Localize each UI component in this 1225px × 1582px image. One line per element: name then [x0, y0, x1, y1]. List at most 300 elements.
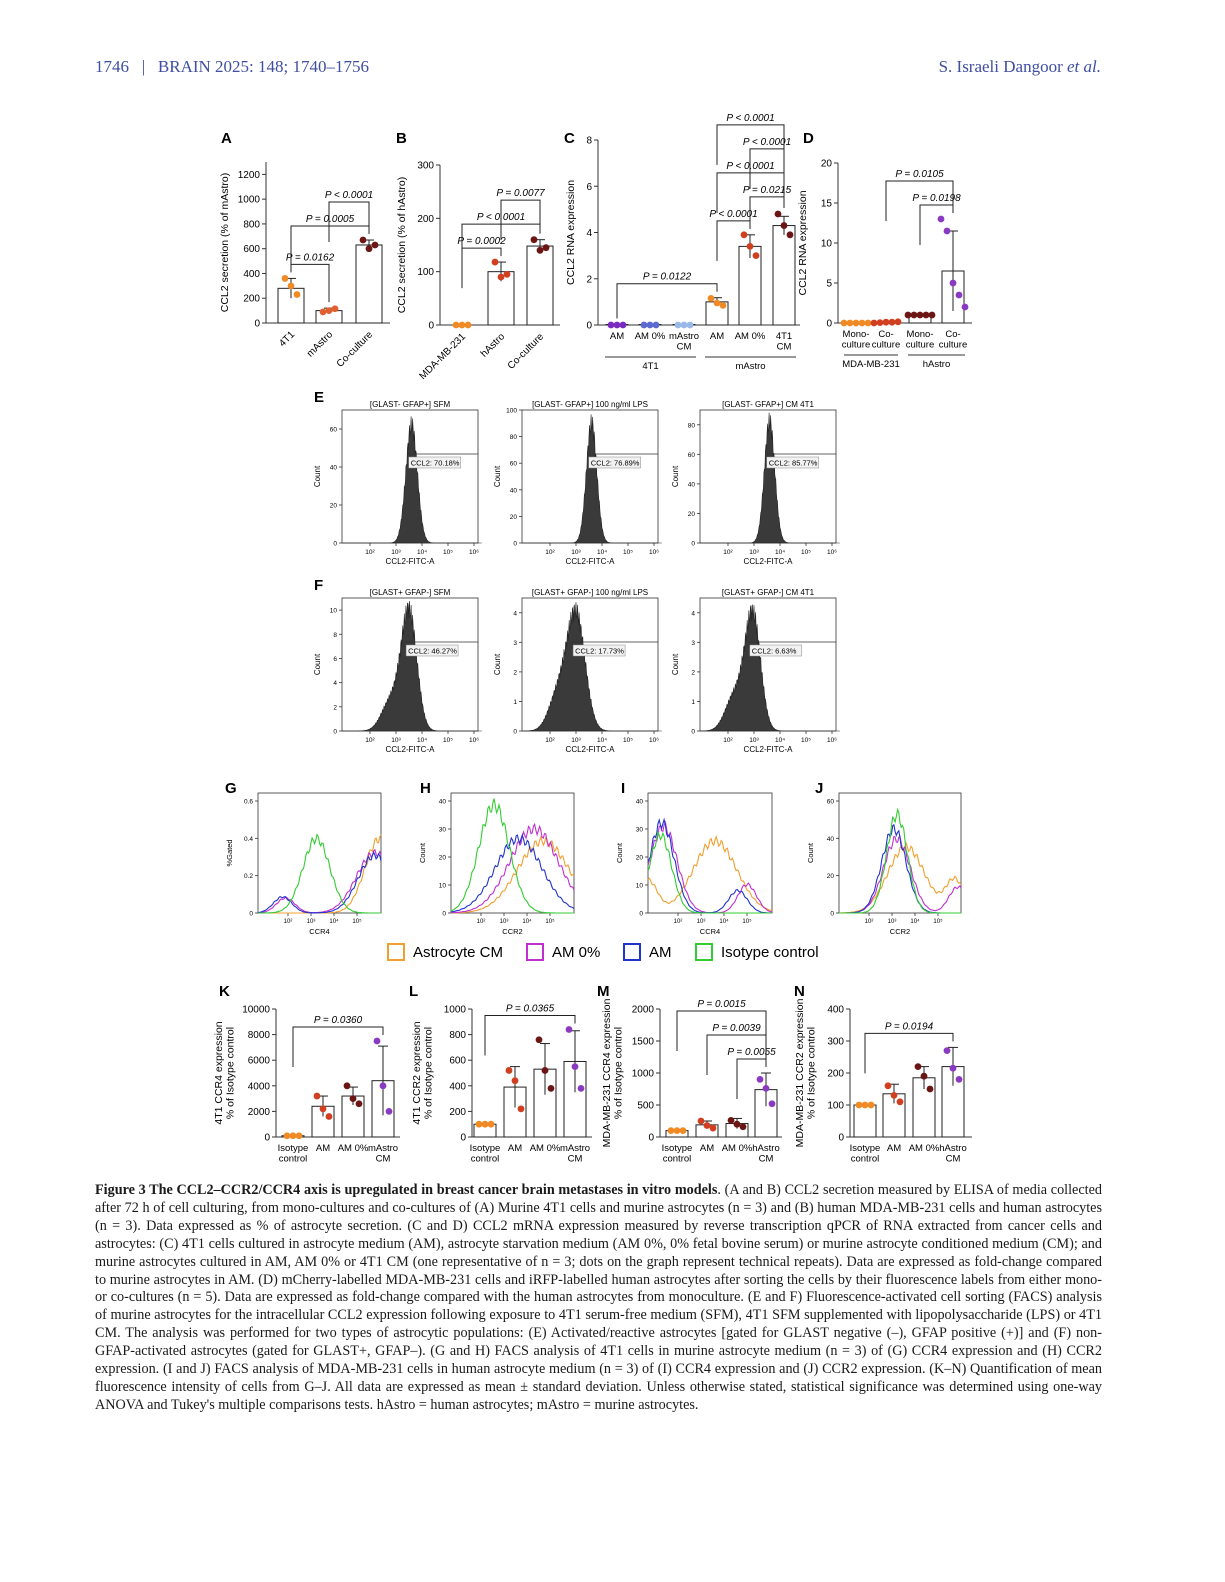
y-tick-label: 30 — [438, 826, 446, 834]
histogram-title: [GLAST+ GFAP-] SFM — [369, 588, 451, 597]
x-axis-label: CCL2-FITC-A — [565, 745, 615, 754]
y-axis-label-line: % of Isotype control — [805, 1026, 818, 1120]
y-tick-label: 0 — [254, 318, 260, 330]
y-tick-label: 0 — [586, 320, 592, 332]
bar — [527, 246, 553, 325]
overlay-curve — [839, 825, 961, 913]
y-tick-label: 40 — [509, 487, 517, 495]
x-tick-label: Co-culture — [334, 329, 376, 370]
chart-panel-h — [418, 793, 574, 936]
y-tick-label: 20 — [826, 873, 834, 881]
chart-panel-e — [313, 400, 840, 566]
gate-label: CCL2: 46.27% — [408, 646, 457, 656]
data-point — [668, 1127, 675, 1134]
x-tick-label-line: CM — [676, 341, 692, 353]
p-value-label: P = 0.0015 — [697, 999, 746, 1010]
panel-letter-f: F — [314, 577, 324, 594]
x-axis-label: CCL2-FITC-A — [743, 557, 793, 566]
legend-swatch — [624, 944, 640, 960]
histogram-plot — [493, 588, 662, 754]
y-tick-label: 10 — [329, 607, 337, 615]
x-tick-label: 10³ — [749, 737, 759, 744]
data-point — [781, 222, 788, 229]
y-tick-label: 1 — [691, 698, 695, 706]
data-point — [572, 1063, 579, 1070]
significance-bracket — [293, 1027, 383, 1067]
y-tick-label: 10 — [820, 238, 832, 250]
y-tick-label: 0 — [333, 728, 337, 736]
y-axis-label: Count — [313, 653, 322, 676]
data-point — [536, 1036, 543, 1043]
x-tick-label-line: culture — [905, 339, 935, 351]
x-tick-label: 10⁵ — [443, 549, 453, 556]
y-tick-label: 40 — [329, 464, 337, 472]
gate-label: CCL2: 76.89% — [590, 458, 640, 468]
y-tick-label: 4000 — [247, 1081, 270, 1093]
x-tick-label — [508, 1143, 522, 1154]
x-tick-label: 10² — [365, 737, 375, 744]
y-axis-label — [213, 1021, 237, 1124]
x-tick-label — [470, 1143, 501, 1164]
data-point — [356, 1100, 363, 1107]
x-tick-label — [669, 331, 699, 352]
x-tick-label: 10² — [723, 549, 733, 556]
y-tick-label: 100 — [506, 407, 517, 415]
data-point — [710, 1125, 717, 1132]
p-value-label: P = 0.0002 — [457, 236, 506, 248]
legend-swatch — [388, 944, 404, 960]
gate-label: CCL2: 17.73% — [575, 646, 624, 656]
data-point — [927, 1086, 934, 1093]
y-tick-label: 80 — [687, 422, 695, 430]
x-axis-label: CCR2 — [889, 927, 911, 936]
data-point — [787, 231, 794, 238]
data-point — [288, 282, 295, 289]
y-tick-label: 500 — [637, 1100, 654, 1112]
x-tick-label-line: 4T1 — [775, 331, 793, 342]
significance-bracket — [485, 1015, 575, 1055]
x-tick-label — [662, 1143, 693, 1164]
y-tick-label: 600 — [243, 244, 260, 256]
bar — [854, 1105, 876, 1137]
x-tick-label: 10⁴ — [719, 919, 729, 925]
y-tick-label: 40 — [438, 798, 446, 806]
data-point — [350, 1095, 357, 1102]
data-point — [871, 320, 878, 327]
x-tick-label: 10⁶ — [827, 737, 837, 744]
y-tick-label: 0 — [826, 318, 832, 330]
y-tick-label: 0 — [442, 910, 446, 918]
y-tick-label: 60 — [826, 798, 834, 806]
author-etal: et al. — [1067, 57, 1101, 76]
y-tick-label: 5 — [826, 278, 832, 290]
y-tick-label: 400 — [449, 1081, 466, 1093]
y-tick-label: 40 — [687, 481, 695, 489]
y-tick-label: 0 — [648, 1132, 654, 1144]
x-tick-label — [368, 1143, 398, 1164]
x-tick-label: 10³ — [499, 919, 509, 925]
x-tick-label: 10⁶ — [827, 549, 837, 556]
x-axis-label: CCR4 — [699, 927, 721, 936]
y-axis-label: CCL2 RNA expression — [565, 179, 577, 286]
x-tick-label: 10⁴ — [774, 737, 786, 744]
y-tick-label: 40 — [826, 835, 834, 843]
data-point — [314, 1093, 321, 1100]
p-value-label: P < 0.0001 — [726, 160, 775, 172]
y-tick-label: 300 — [827, 1036, 844, 1048]
y-tick-label: 0 — [691, 540, 695, 548]
panel-letter-g: G — [225, 780, 237, 797]
x-tick-label: 10⁶ — [469, 549, 479, 556]
x-tick-label-line: control — [662, 1153, 692, 1165]
histogram-title: [GLAST- GFAP+] 100 ng/ml LPS — [532, 400, 648, 409]
x-tick-label — [560, 1143, 590, 1164]
data-point — [950, 1065, 957, 1072]
data-point — [680, 1127, 687, 1134]
x-tick-label — [278, 1143, 309, 1164]
x-tick-label: Co-culture — [505, 331, 547, 372]
legend-swatch — [527, 944, 543, 960]
x-tick-label: 10⁵ — [801, 737, 811, 744]
data-point — [320, 308, 327, 315]
x-tick-label — [316, 1143, 330, 1154]
chart-panel-n — [794, 998, 972, 1164]
p-value-label: P = 0.0365 — [505, 1003, 555, 1015]
x-tick-label: 10⁴ — [596, 737, 608, 744]
y-tick-label: 2000 — [631, 1004, 654, 1016]
y-tick-label: 6 — [586, 181, 592, 193]
data-point — [674, 1127, 681, 1134]
y-axis-label: CCL2 RNA expression — [797, 190, 809, 296]
panel-letter-i: I — [621, 780, 626, 797]
y-tick-label: 20 — [820, 158, 832, 170]
data-point — [891, 1092, 898, 1099]
histogram-plot — [671, 588, 840, 754]
y-tick-label: 40 — [635, 798, 643, 806]
y-tick-label: 20 — [509, 513, 517, 521]
data-point — [518, 1105, 525, 1112]
overlay-curve — [451, 835, 574, 912]
data-point — [320, 1105, 327, 1112]
y-tick-label: 4 — [333, 680, 337, 688]
x-tick-label-line: hAstro — [939, 1143, 967, 1154]
y-tick-label: 1000 — [631, 1068, 654, 1080]
data-point — [543, 244, 550, 251]
x-tick-label-line: Co- — [945, 329, 961, 340]
x-tick-label: 10⁶ — [649, 737, 659, 744]
p-value-label: P = 0.0105 — [895, 169, 944, 180]
y-tick-label: 0 — [460, 1132, 466, 1144]
p-value-label: P = 0.0039 — [712, 1023, 761, 1034]
data-point — [488, 1121, 495, 1128]
chart-panel-i — [615, 793, 772, 936]
group-label: mAstro — [735, 361, 766, 372]
data-point — [641, 322, 648, 329]
x-tick-label: 10³ — [571, 737, 581, 744]
legend-swatch — [696, 944, 712, 960]
data-point — [647, 322, 654, 329]
data-point — [905, 312, 912, 319]
data-point — [708, 295, 715, 302]
data-point — [740, 1123, 747, 1130]
group-label: hAstro — [922, 359, 951, 370]
x-tick-label: 10² — [365, 549, 375, 556]
x-tick-label: 10⁴ — [774, 549, 786, 556]
data-point — [841, 320, 848, 327]
panel-letter-h: H — [420, 780, 431, 797]
data-point — [374, 1038, 381, 1045]
histogram-title: [GLAST- GFAP+] CM 4T1 — [722, 400, 814, 409]
caption-lead: Figure 3 The CCL2–CCR2/CCR4 axis is upregulated in breast cancer brain metastases in vitro models — [95, 1182, 718, 1198]
x-axis-label: CCL2-FITC-A — [565, 557, 615, 566]
p-value-label: P = 0.0005 — [305, 214, 355, 226]
x-tick-label-line: AM — [507, 1143, 523, 1154]
y-tick-label: 1000 — [237, 194, 260, 206]
panel-letter-j: J — [815, 780, 824, 797]
x-tick-label: AM 0% — [529, 1143, 561, 1154]
data-point — [883, 319, 890, 326]
y-tick-label: 0 — [838, 1132, 844, 1144]
y-tick-label: 2000 — [247, 1106, 270, 1118]
figure-caption — [95, 1182, 1102, 1415]
p-value-label: P = 0.0077 — [496, 188, 545, 200]
overlay-curve — [451, 799, 574, 913]
data-point — [897, 1098, 904, 1105]
y-tick-label: 1000 — [443, 1004, 466, 1016]
data-point — [492, 259, 499, 266]
y-tick-label: 200 — [243, 293, 260, 305]
chart-panel-b — [396, 161, 560, 382]
x-tick-label: hAstro — [478, 331, 508, 360]
bar — [356, 245, 382, 323]
data-point — [859, 320, 866, 327]
data-point — [366, 245, 373, 252]
x-tick-label-line: culture — [841, 339, 871, 351]
data-point — [929, 312, 936, 319]
y-tick-label: 0.4 — [243, 835, 253, 843]
y-axis-label: Count — [493, 465, 502, 488]
y-tick-label: 0 — [639, 910, 643, 918]
data-point — [915, 1063, 922, 1070]
data-point — [537, 247, 544, 254]
histogram-plot — [313, 400, 482, 566]
x-tick-label-line: CM — [776, 341, 792, 353]
x-tick-label-line: AM — [315, 1143, 331, 1154]
y-axis-label-line: MDA-MB-231 CCR4 expression — [600, 998, 613, 1148]
chart-panel-k — [213, 1005, 400, 1165]
y-tick-label: 8 — [333, 631, 337, 639]
data-point — [344, 1082, 351, 1089]
legend-item — [527, 944, 600, 961]
x-tick-label: 10⁶ — [649, 549, 659, 556]
data-point — [380, 1082, 387, 1089]
x-tick-label: AM 0% — [908, 1143, 940, 1154]
x-tick-label — [872, 329, 901, 350]
y-tick-label: 10000 — [242, 1004, 270, 1016]
y-tick-label: 1500 — [631, 1036, 654, 1048]
y-tick-label: 200 — [449, 1106, 466, 1118]
x-tick-label: 10² — [723, 737, 733, 744]
x-tick-label: 10³ — [887, 919, 897, 925]
x-tick-label-line: CM — [375, 1153, 391, 1165]
x-tick-label: 10³ — [749, 549, 759, 556]
chart-panel-d — [797, 159, 972, 371]
data-point — [687, 322, 694, 329]
y-tick-label: 60 — [329, 426, 337, 434]
x-tick-label: 10³ — [391, 737, 401, 744]
data-point — [482, 1121, 489, 1128]
data-point — [856, 1102, 863, 1109]
gate-label: CCL2: 85.77% — [768, 458, 818, 468]
data-point — [741, 231, 748, 238]
x-tick-label-line: control — [850, 1153, 880, 1165]
y-tick-label: 400 — [827, 1004, 844, 1016]
y-tick-label: 1200 — [237, 169, 260, 181]
legend-gh — [388, 944, 819, 961]
x-axis-label: CCL2-FITC-A — [385, 745, 435, 754]
y-tick-label: 600 — [449, 1055, 466, 1067]
data-point — [853, 320, 860, 327]
data-point — [769, 1100, 776, 1107]
x-tick-label: 10² — [283, 919, 293, 925]
y-tick-label: 30 — [635, 826, 643, 834]
x-tick-label — [939, 1143, 966, 1164]
data-point — [360, 237, 367, 244]
x-tick-label: 10⁵ — [801, 549, 811, 556]
x-tick-label-line: hAstro — [752, 1143, 780, 1154]
x-axis-label: CCR4 — [309, 927, 330, 936]
data-point — [962, 304, 969, 311]
data-point — [506, 1067, 513, 1074]
y-axis-label: CCL2 secretion (% of mAstro) — [219, 172, 231, 313]
x-tick-label-line: AM — [609, 331, 625, 342]
data-point — [578, 1085, 585, 1092]
x-tick-label-line: Isotype — [661, 1143, 693, 1154]
p-value-label: P = 0.0198 — [912, 193, 961, 204]
x-tick-label — [906, 329, 935, 350]
x-tick-label: AM 0% — [721, 1143, 753, 1154]
y-axis-label: Count — [806, 842, 815, 864]
y-tick-label: 0 — [333, 540, 337, 548]
data-point — [921, 1073, 928, 1080]
data-point — [675, 322, 682, 329]
y-tick-label: 200 — [417, 213, 434, 225]
significance-bracket — [617, 284, 717, 319]
x-tick-label-line: AM — [886, 1143, 902, 1154]
y-tick-label: 300 — [417, 160, 434, 172]
data-point — [372, 242, 379, 249]
histogram-plot — [313, 588, 482, 754]
x-tick-label-line: AM — [699, 1143, 715, 1154]
panel-letter-a: A — [221, 130, 232, 147]
data-point — [542, 1067, 549, 1074]
plot-frame — [700, 598, 836, 731]
x-tick-label: 10² — [673, 919, 683, 925]
x-tick-label-line: Isotype — [469, 1143, 501, 1154]
y-tick-label: 0.6 — [243, 798, 253, 806]
y-tick-label: 15 — [820, 198, 832, 210]
y-tick-label: 8 — [586, 135, 592, 147]
data-point — [956, 1076, 963, 1083]
journal-citation: BRAIN 2025: 148; 1740–1756 — [157, 57, 369, 76]
caption-body: . (A and B) CCL2 secretion measured by ELISA of media collected after 72 h of cell culturing, from mono-cultures and co-cultures of (A) Murine 4T1 cells and murine astrocytes (n = 3) and (B) human MDA-MB-231 cells and human astrocytes (n = 3). Data expressed as % of astrocyte secretion. (C and D) CCL2 mRNA expression measured by reverse transcription qPCR of RNA extracted from cancer cells and astrocytes: (C) 4T1 cells cultured in astrocyte medium (AM), astrocyte starvation medium (AM 0%, 0% fetal bovine serum) or murine astrocyte conditioned medium (CM); and murine astrocytes cultured in AM, AM 0% or 4T1 CM (one representative of n = 3; dots on the graph represent technical repeats). Data are expressed as fold-change compared to murine astrocytes in AM. (D) mCherry-labelled MDA-MB-231 cells and iRFP-labelled human astrocytes after sorting the cells by their fluorescence labels from either mono- or co-cultures (n = 5). Data are expressed as fold-change compared with the human astrocytes from monoculture. (E and F) Fluorescence-activated cell sorting (FACS) analysis of murine astrocytes for the intracellular CCL2 expression following exposure to 4T1 serum-free medium (SFM), 4T1 SFM supplemented with lipopolysaccharide (LPS) or 4T1 CM. The analysis was performed for two types of astrocytic populations: (E) Activated/reactive astrocytes [gated for GLAST negative (–), GFAP positive (+)] and (F) non-GFAP-activated astrocytes (gated for GLAST+, GFAP–). (G and H) FACS analysis of 4T1 cells in murine astrocyte medium (n = 3) of (G) CCR4 expression and (H) CCR2 expression. (I and J) FACS analysis of MDA-MB-231 cells in human astrocyte medium (n = 3) of (I) CCR4 expression and (J) CCR2 expression. (K–N) Quantification of mean fluorescence intensity of cells from G–J. All data are expressed as mean ± standard deviation. Unless otherwise stated, statistical significance was determined using one-way ANOVA and Tukey's multiple comparisons tests. hAstro = human astrocytes; mAstro = murine astrocytes. — [95, 1182, 1102, 1413]
data-point — [775, 211, 782, 218]
overlay-curve — [648, 832, 772, 913]
legend-label: AM 0% — [552, 944, 601, 961]
y-tick-label: 20 — [438, 854, 446, 862]
data-point — [885, 1082, 892, 1089]
y-tick-label: 20 — [329, 502, 337, 510]
chart-panel-c — [565, 113, 800, 372]
x-tick-label: AM 0% — [337, 1143, 369, 1154]
data-point — [653, 322, 660, 329]
data-point — [757, 1076, 764, 1083]
x-tick-label: 10⁴ — [416, 737, 428, 744]
x-tick-label: 10² — [476, 919, 486, 925]
x-tick-label-line: mAstro — [559, 1143, 591, 1154]
x-tick-label: 10⁵ — [352, 919, 362, 925]
x-tick-label-line: culture — [871, 339, 901, 351]
y-tick-label: 3 — [513, 639, 517, 647]
data-point — [763, 1085, 770, 1092]
histogram-area — [522, 602, 662, 731]
y-tick-label: 2 — [691, 669, 695, 677]
x-tick-label: 10⁵ — [545, 919, 555, 925]
data-point — [566, 1026, 573, 1033]
bar — [773, 226, 795, 325]
x-tick-label-line: mAstro — [668, 331, 700, 342]
x-tick-label-line: CM — [758, 1153, 774, 1165]
overlay-curve — [648, 820, 772, 913]
y-axis-label-line: % of Isotype control — [612, 1026, 625, 1120]
y-axis-label: CCL2 secretion (% of hAstro) — [396, 176, 408, 314]
legend-item — [624, 944, 672, 961]
y-tick-label: 0 — [691, 728, 695, 736]
overlay-curve — [258, 850, 381, 913]
x-tick-label — [887, 1143, 901, 1154]
histogram-area — [700, 413, 840, 543]
x-tick-label: 10⁵ — [933, 919, 943, 925]
histogram-title: [GLAST+ GFAP-] CM 4T1 — [721, 588, 815, 597]
x-tick-label: 10³ — [571, 549, 581, 556]
p-value-label: P < 0.0001 — [709, 208, 758, 220]
data-point — [512, 1077, 519, 1084]
x-tick-label — [610, 331, 624, 342]
overlay-curve — [648, 822, 772, 913]
plot-frame — [648, 793, 772, 913]
data-point — [704, 1122, 711, 1129]
histogram-area — [342, 601, 482, 731]
x-tick-label: AM 0% — [734, 331, 766, 342]
x-tick-label: 10⁴ — [329, 919, 339, 925]
x-tick-label-line: control — [278, 1153, 308, 1165]
x-tick-label-line: Isotype — [277, 1143, 309, 1154]
group-label: MDA-MB-231 — [842, 359, 900, 370]
data-point — [753, 252, 760, 259]
y-axis-label — [601, 998, 625, 1147]
legend-item — [388, 944, 503, 961]
y-tick-label: 0 — [830, 910, 834, 918]
group-label: 4T1 — [642, 361, 659, 372]
panel-letter-b: B — [396, 130, 407, 147]
header-separator: | — [141, 57, 146, 76]
significance-bracket — [920, 205, 953, 245]
data-point — [734, 1121, 741, 1128]
y-tick-label: 4 — [691, 610, 695, 618]
author-names: S. Israeli Dangoor — [938, 57, 1063, 76]
y-axis-label-line: 4T1 CCR4 expression — [212, 1021, 225, 1125]
overlay-curve — [451, 824, 574, 912]
